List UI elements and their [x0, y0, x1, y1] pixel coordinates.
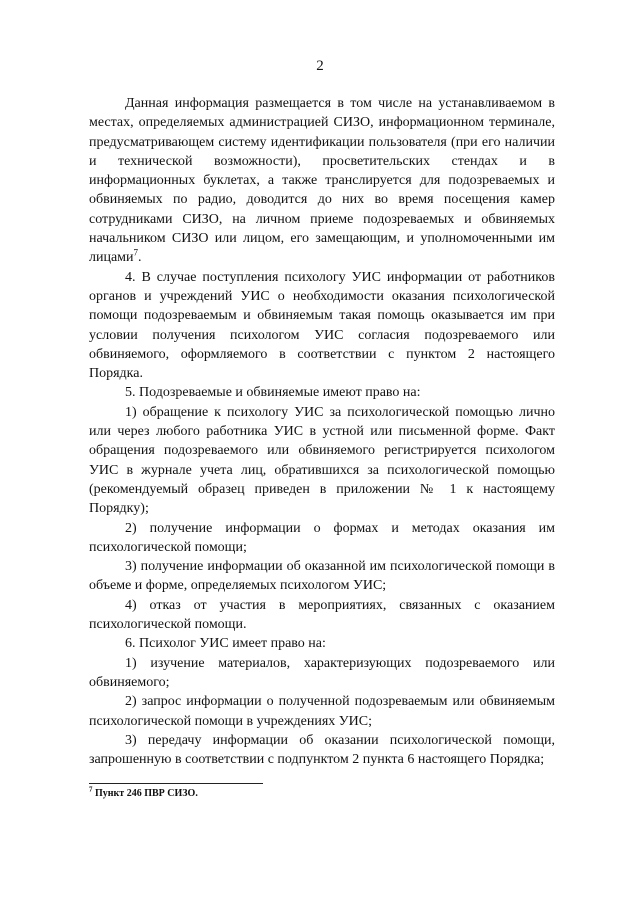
footnote-divider [89, 783, 263, 784]
paragraph-5-1: 1) обращение к психологу УИС за психологической помощью лично или через любого работника УИС в устной или письменной форме. Факт обращения подозреваемого или обвиняемого регистрируется психологом УИС в журнале учета лиц, обратившихся за психологической помощью (рекомендуемый образец приведен в приложении № 1 к настоящему Порядку); [89, 404, 555, 517]
paragraph-6-1: 1) изучение материалов, характеризующих подозреваемого или обвиняемого; [89, 655, 555, 690]
paragraph-5-2: 2) получение информации о формах и методах оказания им психологической помощи; [89, 520, 555, 555]
paragraph-6: 6. Психолог УИС имеет право на: [125, 636, 326, 652]
paragraph-4: 4. В случае поступления психологу УИС информации от работников органов и учреждений УИС о необходимости оказания психологической помощи подозреваемым и обвиняемым такая помощь оказывается им при условии получения психологом УИС согласия подозреваемого или обвиняемого, оформляемого в соответствии с пунктом 2 настоящего Порядка. [89, 269, 555, 382]
paragraph-5-3: 3) получение информации об оказанной им психологической помощи в объеме и форме, определяемых психологом УИС; [89, 559, 555, 594]
footnote-marker: 7 [89, 785, 93, 794]
paragraph-info-placement: Данная информация размещается в том числе на устанавливаемом в местах, определяемых администрацией СИЗО, информационном терминале, предусматривающем систему идентификации пользователя (при его наличии и технической возможности), просветительских стендах и в информационных буклетах, а также транслируется для подозреваемых и обвиняемых по радио, доводится до них во время посещения камер сотрудниками СИЗО, на личном приеме подозреваемых и обвиняемых начальником СИЗО или лицом, его замещающим, и уполномоченными им лицами$^7$. [89, 96, 555, 266]
footnote-reference: 7 [133, 247, 139, 258]
paragraph-5-4: 4) отказ от участия в мероприятиях, связанных с оказанием психологической помощи. [89, 597, 555, 633]
page-number: 2 [316, 58, 324, 74]
paragraph-6-3: 3) передачу информации об оказании психологической помощи, запрошенную в соответствии с подпунктом 2 пункта 6 настоящего Порядка; [89, 732, 555, 768]
paragraph-text: Данная информация размещается в том числе на устанавливаемом в местах, определяемых администрацией СИЗО, информационном терминале, предусматривающем систему идентификации пользователя (при его наличии и технической возможности), просветительских стендах и в информационных буклетах, а также транслируется для подозреваемых и обвиняемых по радио, доводится до них во время посещения камер сотрудниками СИЗО, на личном приеме подозреваемых и обвиняемых начальником СИЗО или лицом, его замещающим, и уполномоченными им лицами [89, 96, 555, 266]
footnote [89, 785, 555, 799]
paragraph-5: 5. Подозреваемые и обвиняемые имеют право на: [125, 385, 421, 401]
paragraph-6-2: 2) запрос информации о полученной подозреваемым или обвиняемым психологической помощи в учреждениях УИС; [89, 694, 555, 729]
footnote-text: Пункт 246 ПВР СИЗО. [92, 788, 198, 799]
body-text [89, 94, 555, 769]
